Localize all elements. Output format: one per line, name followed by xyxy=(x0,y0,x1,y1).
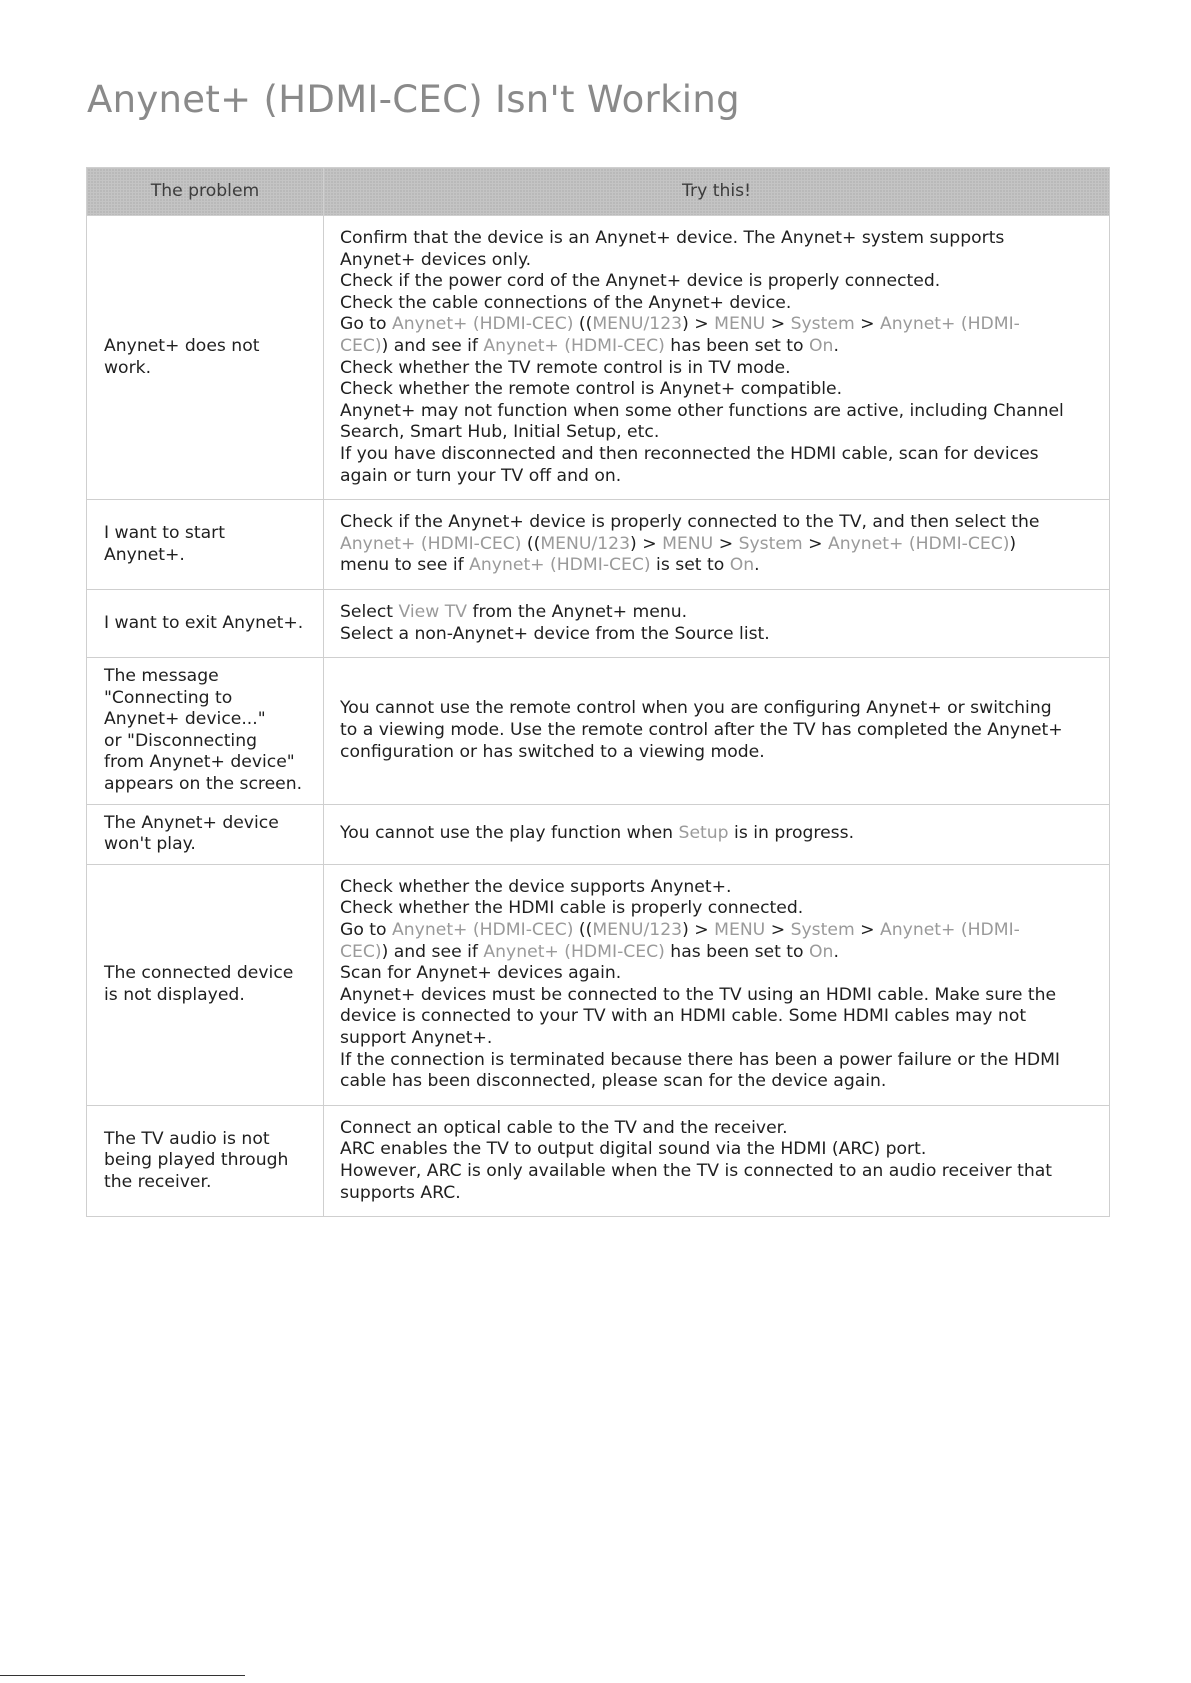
menu-path-text: MENU/123 xyxy=(592,314,683,335)
solution-line xyxy=(340,444,1099,466)
solution-text: Check the cable connections of the Anynet+ device. xyxy=(340,292,792,313)
problem-line: The TV audio is not xyxy=(104,1128,270,1149)
menu-path-text: On xyxy=(729,555,755,576)
solution-text: Select a non-Anynet+ device from the Source list. xyxy=(340,623,770,644)
problem-line: work. xyxy=(104,357,152,378)
table-body xyxy=(87,216,1110,1217)
solution-cell xyxy=(324,1105,1110,1216)
menu-path-text: Anynet+ (HDMI- xyxy=(880,920,1020,941)
solution-line xyxy=(340,466,1099,488)
solution-text: Check whether the HDMI cable is properly connected. xyxy=(340,898,804,919)
solution-text: Connect an optical cable to the TV and the receiver. xyxy=(340,1117,788,1138)
solution-text: Go to xyxy=(340,920,393,941)
solution-text: > xyxy=(765,314,791,335)
problem-line: being played through xyxy=(104,1150,289,1171)
solution-text: If you have disconnected and then reconnected the HDMI cable, scan for devices xyxy=(340,443,1039,464)
solution-line xyxy=(340,963,1099,985)
solution-text: from the Anynet+ menu. xyxy=(467,601,688,622)
solution-text: Anynet+ devices must be connected to the TV using an HDMI cable. Make sure the xyxy=(340,984,1057,1005)
solution-text: Check if the Anynet+ device is properly connected to the TV, and then select the xyxy=(340,512,1040,533)
problem-line: the receiver. xyxy=(104,1171,212,1192)
problem-line: The Anynet+ device xyxy=(104,812,279,833)
solution-line xyxy=(340,720,1099,742)
solution-text: (( xyxy=(573,920,593,941)
solution-text: > xyxy=(765,920,791,941)
solution-text: has been set to xyxy=(664,335,810,356)
solution-text: ) > xyxy=(682,314,715,335)
troubleshooting-table xyxy=(86,167,1110,1217)
problem-line: is not displayed. xyxy=(104,984,245,1005)
solution-cell xyxy=(324,658,1110,805)
menu-path-text: MENU/123 xyxy=(540,533,631,554)
solution-line xyxy=(340,698,1099,720)
solution-line xyxy=(340,1118,1099,1140)
solution-line xyxy=(340,228,1099,250)
table-row xyxy=(87,1105,1110,1216)
solution-text: Check whether the device supports Anynet+. xyxy=(340,876,732,897)
solution-text: is set to xyxy=(650,555,730,576)
solution-text: ) > xyxy=(682,920,715,941)
problem-line: appears on the screen. xyxy=(104,774,303,795)
problem-line: won't play. xyxy=(104,834,196,855)
solution-line xyxy=(340,877,1099,899)
solution-line xyxy=(340,379,1099,401)
solution-text: . xyxy=(833,941,839,962)
solution-line xyxy=(340,534,1099,556)
solution-cell xyxy=(324,804,1110,864)
table-row xyxy=(87,589,1110,657)
menu-path-text: Anynet+ (HDMI-CEC) xyxy=(827,533,1010,554)
table-row xyxy=(87,804,1110,864)
problem-line: The connected device xyxy=(104,963,294,984)
solution-line xyxy=(340,271,1099,293)
solution-text: ARC enables the TV to output digital sound via the HDMI (ARC) port. xyxy=(340,1139,927,1160)
table-header-row xyxy=(87,168,1110,216)
solution-text: Scan for Anynet+ devices again. xyxy=(340,963,622,984)
solution-line xyxy=(340,314,1099,336)
solution-text: configuration or has switched to a viewing mode. xyxy=(340,741,765,762)
menu-path-text: On xyxy=(809,941,834,962)
solution-line xyxy=(340,920,1099,942)
problem-line: Anynet+ does not xyxy=(104,335,260,356)
menu-path-text: On xyxy=(809,335,834,356)
problem-line: I want to start xyxy=(104,522,225,543)
table-row xyxy=(87,500,1110,590)
solution-line xyxy=(340,1161,1099,1183)
solution-line xyxy=(340,336,1099,358)
solution-text: ) > xyxy=(630,533,663,554)
column-header-problem: The problem xyxy=(87,168,324,216)
solution-line xyxy=(340,742,1099,764)
problem-line: from Anynet+ device" xyxy=(104,752,295,773)
problem-cell xyxy=(87,864,324,1105)
menu-path-text: MENU xyxy=(714,314,766,335)
solution-line xyxy=(340,250,1099,272)
menu-path-text: MENU xyxy=(662,533,714,554)
problem-cell xyxy=(87,804,324,864)
solution-text: Search, Smart Hub, Initial Setup, etc. xyxy=(340,422,660,443)
solution-line xyxy=(340,602,1099,624)
solution-text: You cannot use the remote control when you are configuring Anynet+ or switching xyxy=(340,698,1052,719)
solution-line xyxy=(340,401,1099,423)
problem-line: Anynet+ device..." xyxy=(104,709,266,730)
page-title: Anynet+ (HDMI-CEC) Isn't Working xyxy=(87,78,740,121)
solution-text: Confirm that the device is an Anynet+ device. The Anynet+ system supports xyxy=(340,228,1005,248)
solution-text: support Anynet+. xyxy=(340,1028,493,1048)
menu-path-text: CEC) xyxy=(340,941,382,962)
solution-line xyxy=(340,358,1099,380)
menu-path-text: Anynet+ (HDMI-CEC) xyxy=(483,335,665,356)
solution-text: again or turn your TV off and on. xyxy=(340,465,622,486)
solution-line xyxy=(340,293,1099,315)
solution-text: You cannot use the play function when xyxy=(340,823,679,844)
solution-text: device is connected to your TV with an HDMI cable. Some HDMI cables may not xyxy=(340,1006,1027,1027)
solution-line xyxy=(340,898,1099,920)
menu-path-text: Anynet+ (HDMI-CEC) xyxy=(392,314,574,335)
solution-text: Select xyxy=(340,601,399,622)
table-row xyxy=(87,864,1110,1105)
solution-text: (( xyxy=(573,314,593,335)
menu-path-text: CEC) xyxy=(340,335,382,356)
solution-text: menu to see if xyxy=(340,555,470,576)
menu-path-text: Anynet+ (HDMI- xyxy=(880,314,1020,335)
menu-path-text: Anynet+ (HDMI-CEC) xyxy=(469,555,651,576)
solution-cell xyxy=(324,864,1110,1105)
problem-line: I want to exit Anynet+. xyxy=(104,612,304,633)
problem-line: The message xyxy=(104,666,219,687)
problem-cell xyxy=(87,1105,324,1216)
menu-path-text: Anynet+ (HDMI-CEC) xyxy=(483,941,665,962)
solution-text: > xyxy=(854,920,881,941)
solution-text: Anynet+ devices only. xyxy=(340,249,532,270)
solution-cell xyxy=(324,500,1110,590)
solution-line xyxy=(340,1050,1099,1072)
solution-text: Check whether the TV remote control is in TV mode. xyxy=(340,357,791,378)
solution-line xyxy=(340,422,1099,444)
solution-text: to a viewing mode. Use the remote control after the TV has completed the Anynet+ xyxy=(340,720,1063,741)
solution-text: > xyxy=(802,533,828,554)
solution-text: Check if the power cord of the Anynet+ device is properly connected. xyxy=(340,271,941,292)
problem-cell xyxy=(87,658,324,805)
solution-line xyxy=(340,1183,1099,1205)
menu-path-text: System xyxy=(790,920,855,941)
solution-text: > xyxy=(713,533,739,554)
menu-path-text: System xyxy=(790,314,855,335)
solution-text: If the connection is terminated because there has been a power failure or the HDMI xyxy=(340,1049,1060,1070)
problem-cell xyxy=(87,500,324,590)
problem-line: or "Disconnecting xyxy=(104,730,258,751)
menu-path-text: Anynet+ (HDMI-CEC) xyxy=(340,533,522,554)
solution-line xyxy=(340,555,1099,577)
menu-path-text: View TV xyxy=(398,601,468,622)
solution-line xyxy=(340,624,1099,646)
menu-path-text: MENU xyxy=(714,920,766,941)
footer-rule xyxy=(0,1675,245,1676)
solution-text: cable has been disconnected, please scan for the device again. xyxy=(340,1071,887,1092)
solution-text: . xyxy=(833,335,839,356)
solution-text: Anynet+ may not function when some other functions are active, including Channel xyxy=(340,400,1064,421)
solution-text: supports ARC. xyxy=(340,1182,461,1203)
solution-text: > xyxy=(854,314,881,335)
solution-line xyxy=(340,512,1099,534)
solution-line xyxy=(340,823,1099,845)
solution-text: ) and see if xyxy=(381,335,484,356)
solution-text: ) xyxy=(1009,533,1017,554)
solution-text: (( xyxy=(521,533,541,554)
column-header-solution: Try this! xyxy=(324,168,1110,216)
table-row xyxy=(87,216,1110,500)
solution-text: However, ARC is only available when the TV is connected to an audio receiver that xyxy=(340,1160,1053,1181)
solution-line xyxy=(340,1071,1099,1093)
solution-line xyxy=(340,1028,1099,1050)
solution-text: Check whether the remote control is Anynet+ compatible. xyxy=(340,379,843,400)
menu-path-text: System xyxy=(738,533,803,554)
solution-text: Go to xyxy=(340,314,393,335)
problem-cell xyxy=(87,589,324,657)
solution-cell xyxy=(324,589,1110,657)
table-row xyxy=(87,658,1110,805)
solution-line xyxy=(340,1006,1099,1028)
solution-line xyxy=(340,942,1099,964)
solution-text: . xyxy=(754,555,760,576)
problem-cell xyxy=(87,216,324,500)
solution-text: is in progress. xyxy=(728,823,855,844)
solution-text: ) and see if xyxy=(381,941,484,962)
solution-cell xyxy=(324,216,1110,500)
solution-line xyxy=(340,1139,1099,1161)
solution-line xyxy=(340,985,1099,1007)
menu-path-text: MENU/123 xyxy=(592,920,683,941)
problem-line: "Connecting to xyxy=(104,687,233,708)
menu-path-text: Anynet+ (HDMI-CEC) xyxy=(392,920,574,941)
solution-text: has been set to xyxy=(664,941,810,962)
problem-line: Anynet+. xyxy=(104,544,185,565)
menu-path-text: Setup xyxy=(678,823,729,844)
